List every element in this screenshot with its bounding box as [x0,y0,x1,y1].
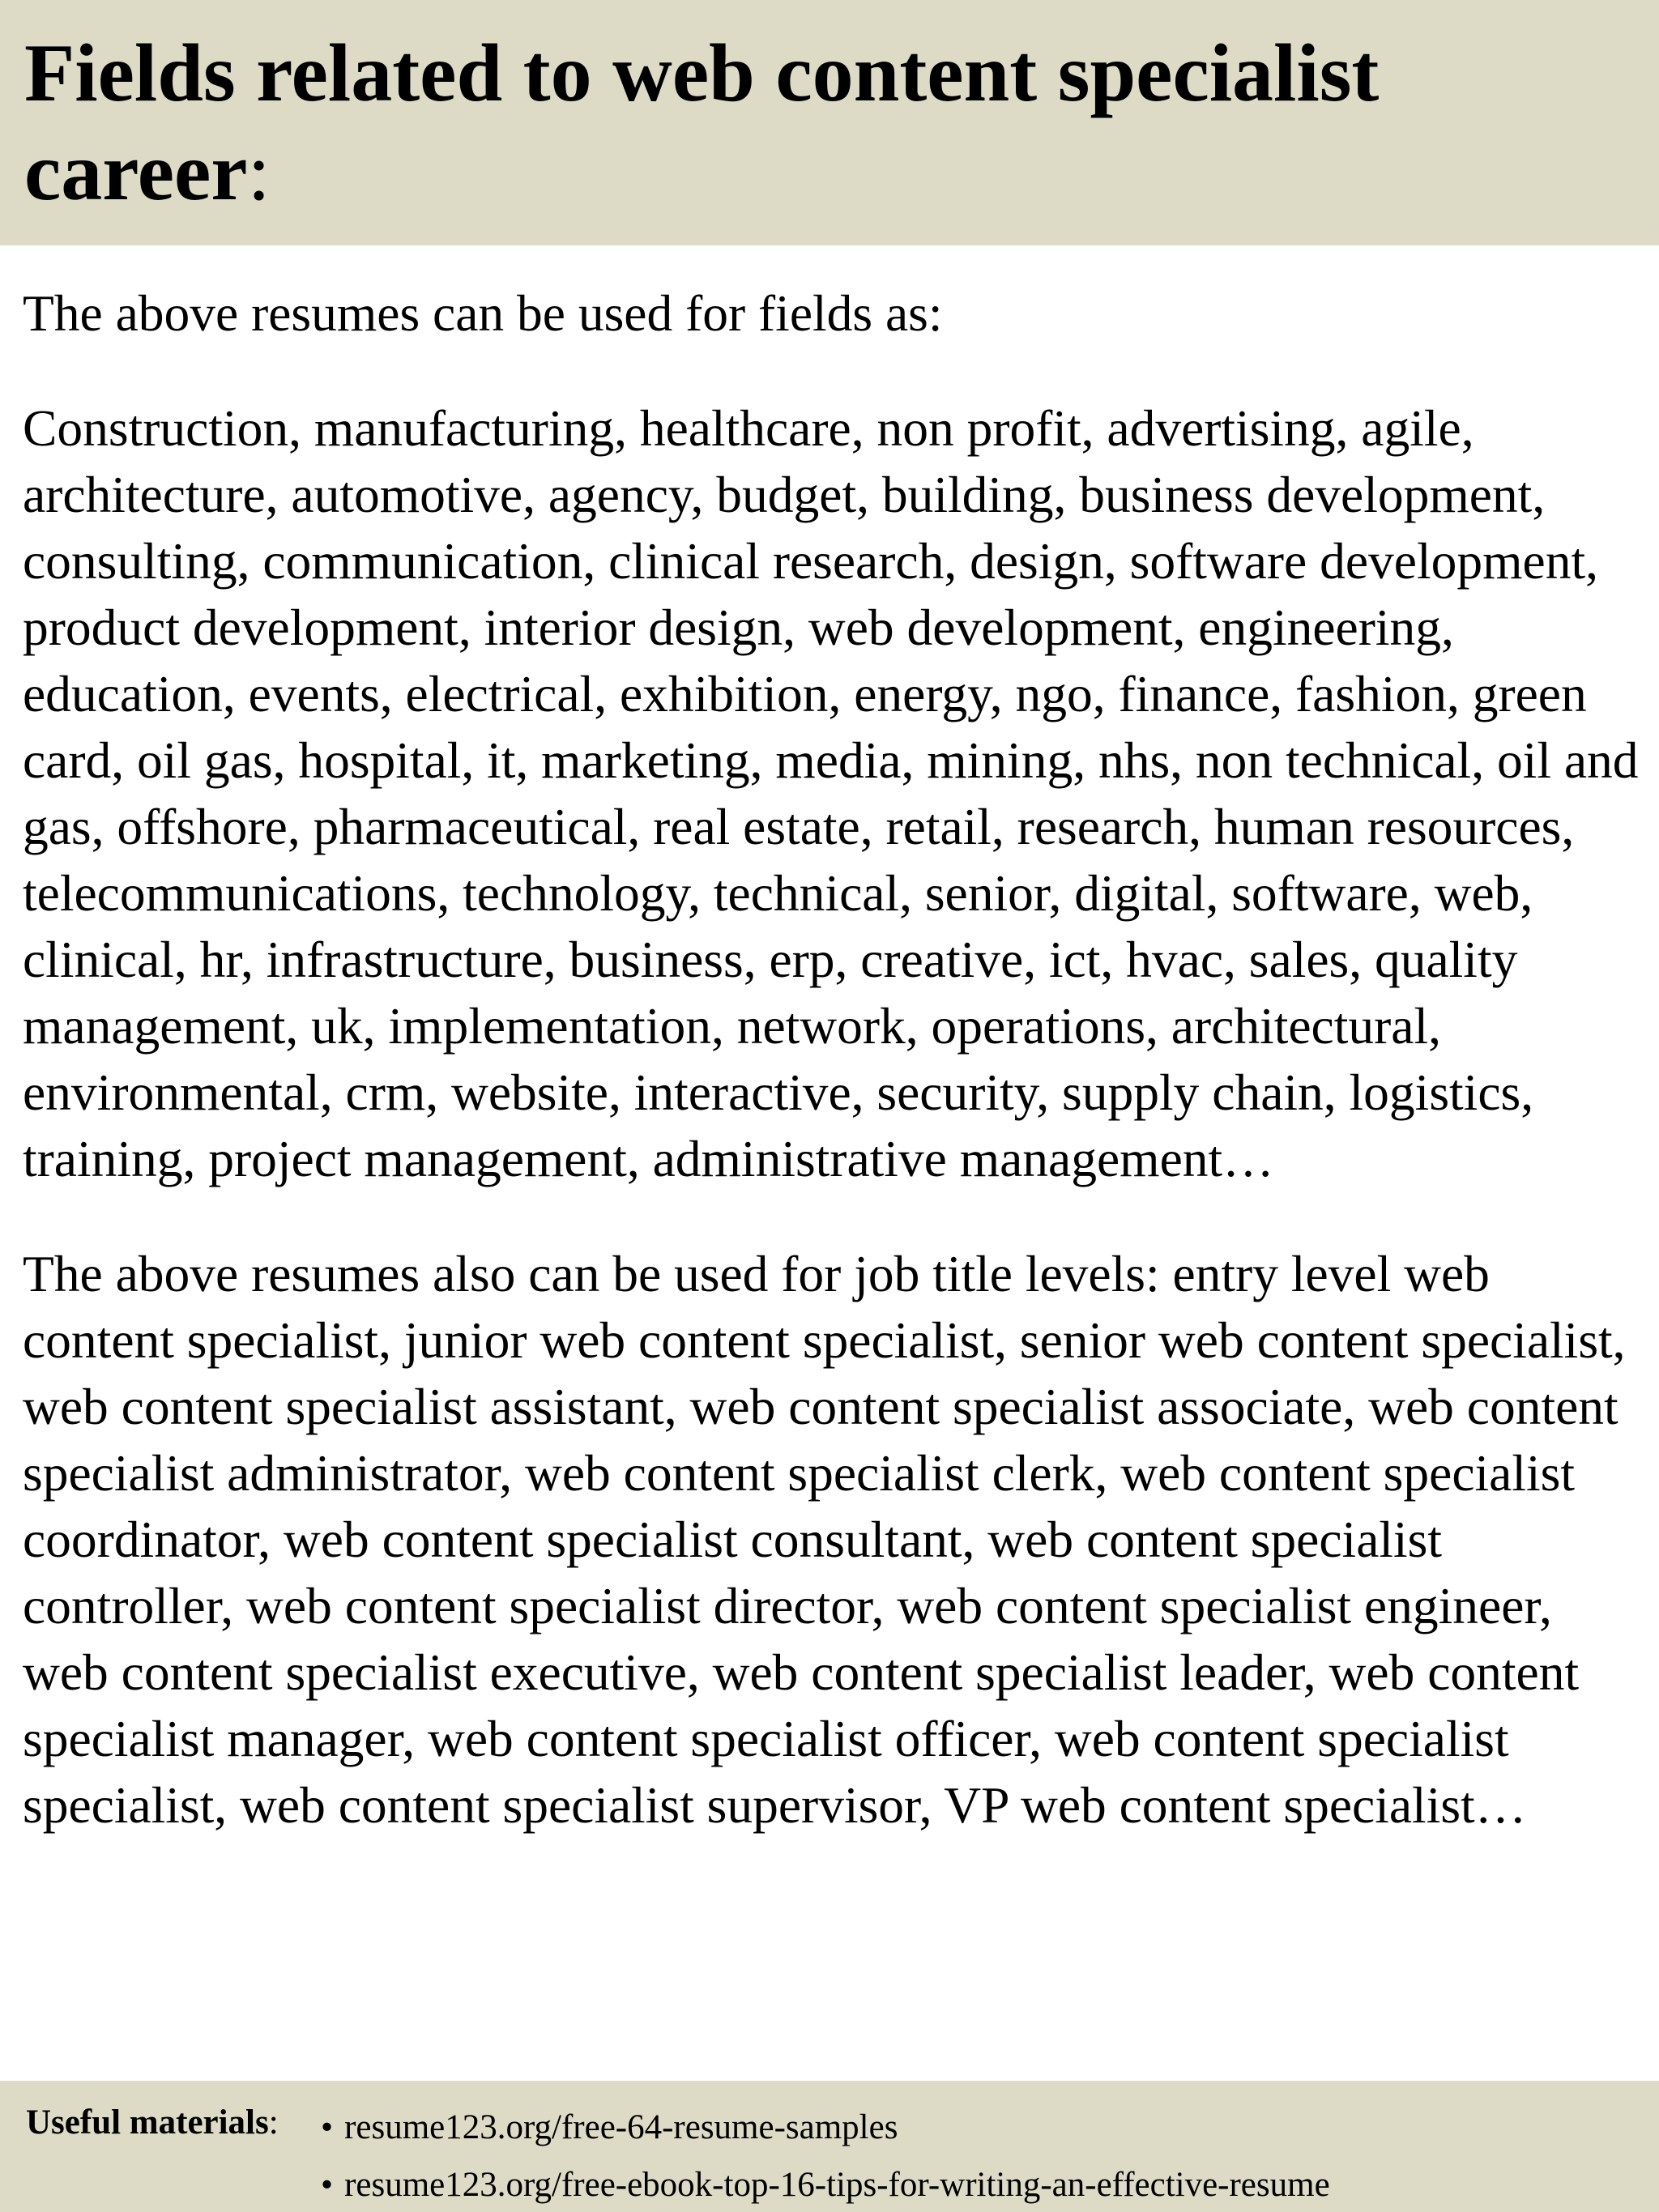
useful-materials-label [26,2099,279,2147]
footer-band [0,2081,1659,2212]
page-title-colon: : [247,126,271,218]
useful-materials-label-text: Useful materials [26,2103,269,2142]
intro-text: The above resumes can be used for fields as: [23,284,943,342]
useful-materials-list [321,2099,1330,2212]
page-title [24,24,1636,222]
bullet-icon: • [321,2108,334,2146]
list-item [321,2156,1330,2212]
resource-link-ebook[interactable]: resume123.org/free-ebook-top-16-tips-for-writing-an-effective-resume [344,2166,1330,2204]
main-content [23,280,1643,1839]
useful-materials-label-colon: : [268,2103,279,2142]
fields-paragraph: Construction, manufacturing, healthcare, non profit, advertising, agile, architecture, automotive, agency, budget, building, business development, consulting, communication, clinical research, design, software development, product development, interior design, web development, engineering, education, events, electrical, exhibition, energy, ngo, finance, fashion, green card, oil gas, hospital, it, marketing, media, mining, nhs, non technical, oil and gas, offshore, pharmaceutical, real estate, retail, research, human resources, telecommunications, technology, technical, senior, digital, software, web, clinical, hr, infrastructure, business, erp, creative, ict, hvac, sales, quality management, uk, implementation, network, operations, architectural, environmental, crm, website, interactive, security, supply chain, logistics, training, project management, administrative management… [23,399,1639,1187]
resource-link-samples[interactable]: resume123.org/free-64-resume-samples [344,2108,898,2146]
job-levels-paragraph: The above resumes also can be used for job title levels: entry level web content specialist, junior web content specialist, senior web content specialist, web content specialist assistant, web content specialist associate, web content specialist administrator, web content specialist clerk, web content specialist coordinator, web content specialist consultant, web content specialist controller, web content specialist director, web content specialist engineer, web content specialist executive, web content specialist leader, web content specialist manager, web content specialist officer, web content specialist specialist, web content specialist supervisor, VP web content specialist… [23,1245,1626,1834]
bullet-icon: • [321,2166,334,2204]
list-item [321,2099,1330,2156]
header-band [0,0,1659,245]
page-title-text: Fields related to web content specialist career [24,28,1380,218]
